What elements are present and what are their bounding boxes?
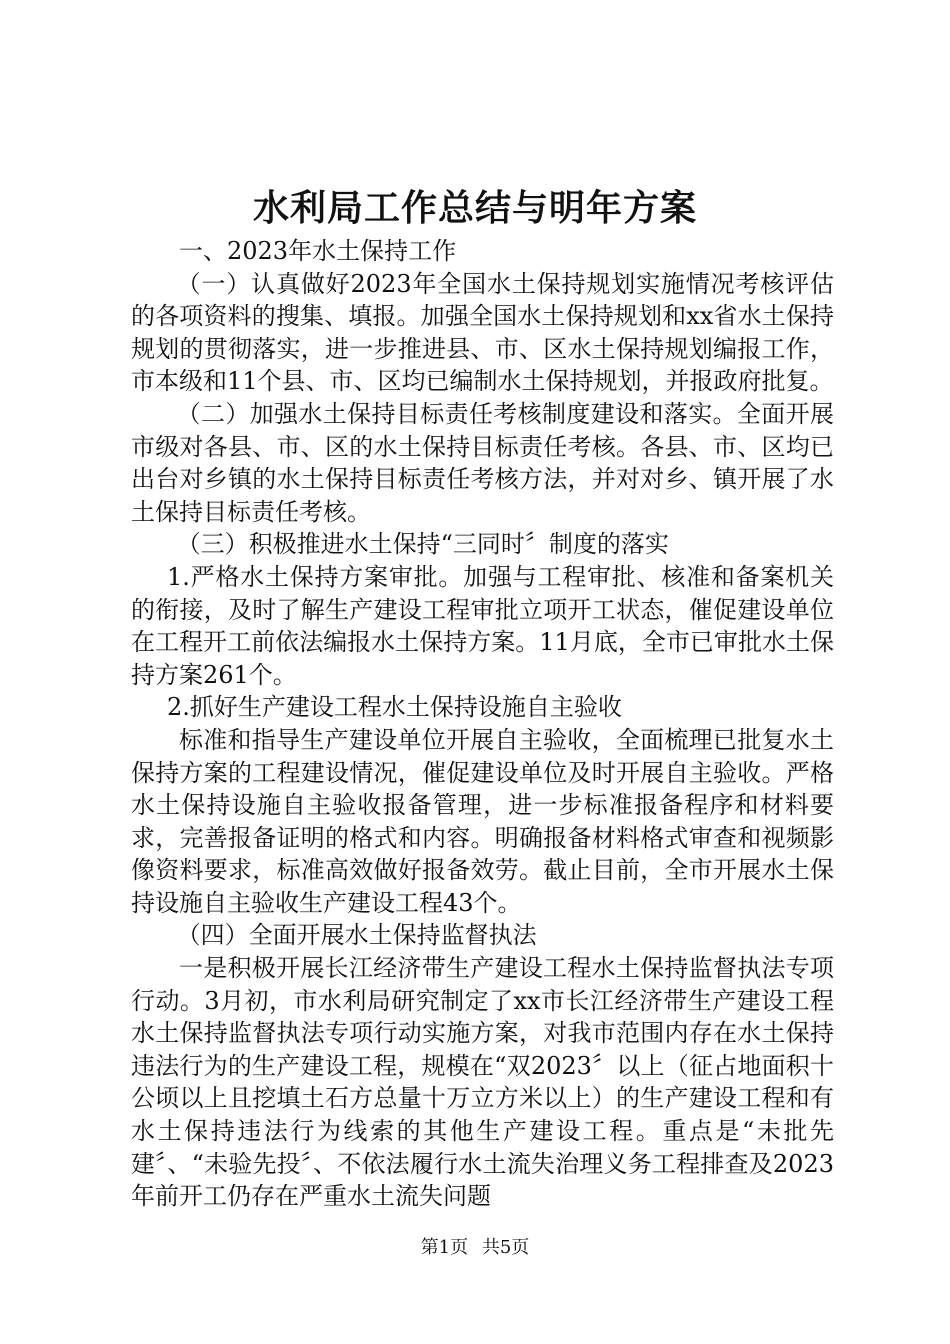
subsection-heading: 2.抓好生产建设工程水土保持设施自主验收 [167, 693, 622, 722]
page-footer [0, 1236, 950, 1260]
page-number: 第1页 [420, 1237, 469, 1258]
paragraph: （二）加强水土保持目标责任考核制度建设和落实。全面开展市级对各县、市、区的水土保持目标责任考核。各县、市、区均已出台对乡镇的水土保持目标责任考核方法，并对对乡、镇开展了水土保持目标责任考核。 [131, 399, 834, 526]
paragraph: 一是积极开展长江经济带生产建设工程水土保持监督执法专项行动。3月初，市水利局研究制定了xx市长江经济带生产建设工程水土保持监督执法专项行动实施方案，对我市范围内存在水土保持违法行为的生产建设工程，规模在“双2023〞以上（征占地面积十公顷以上且挖填土石方总量十万立方米以上）的生产建设工程和有水土保持违法行为线索的其他生产建设工程。重点是“未批先建〞、“未验先投〞、不依法履行水土流失治理义务工程排查及2023年前开工仍存在严重水土流失问题 [131, 954, 834, 1211]
subsection-heading: （四）全面开展水土保持监督执法 [176, 921, 537, 950]
page-total: 共5页 [481, 1237, 530, 1258]
document-body [131, 235, 834, 1213]
paragraph: 1.严格水土保持方案审批。加强与工程审批、核准和备案机关的衔接，及时了解生产建设工程审批立项开工状态，催促建设单位在工程开工前依法编报水土保持方案。11月底，全市已审批水土保持方案261个。 [131, 562, 834, 689]
paragraph: 标准和指导生产建设单位开展自主验收，全面梳理已批复水土保持方案的工程建设情况，催促建设单位及时开展自主验收。严格水土保持设施自主验收报备管理，进一步标准报备程序和材料要求，完善报备证明的格式和内容。明确报备材料格式审查和视频影像资料要求，标准高效做好报备效劳。截止目前，全市开展水土保持设施自主验收生产建设工程43个。 [131, 725, 834, 917]
document-title: 水利局工作总结与明年方案 [252, 187, 697, 229]
section-heading: 一、2023年水土保持工作 [179, 237, 457, 265]
paragraph: （一）认真做好2023年全国水土保持规划实施情况考核评估的各项资料的搜集、填报。加强全国水土保持规划和xx省水土保持规划的贯彻落实，进一步推进县、市、区水土保持规划编报工作，市本级和11个县、市、区均已编制水土保持规划，并报政府批复。 [131, 269, 834, 396]
subsection-heading: （三）积极推进水土保持“三同时〞制度的落实 [176, 530, 669, 559]
